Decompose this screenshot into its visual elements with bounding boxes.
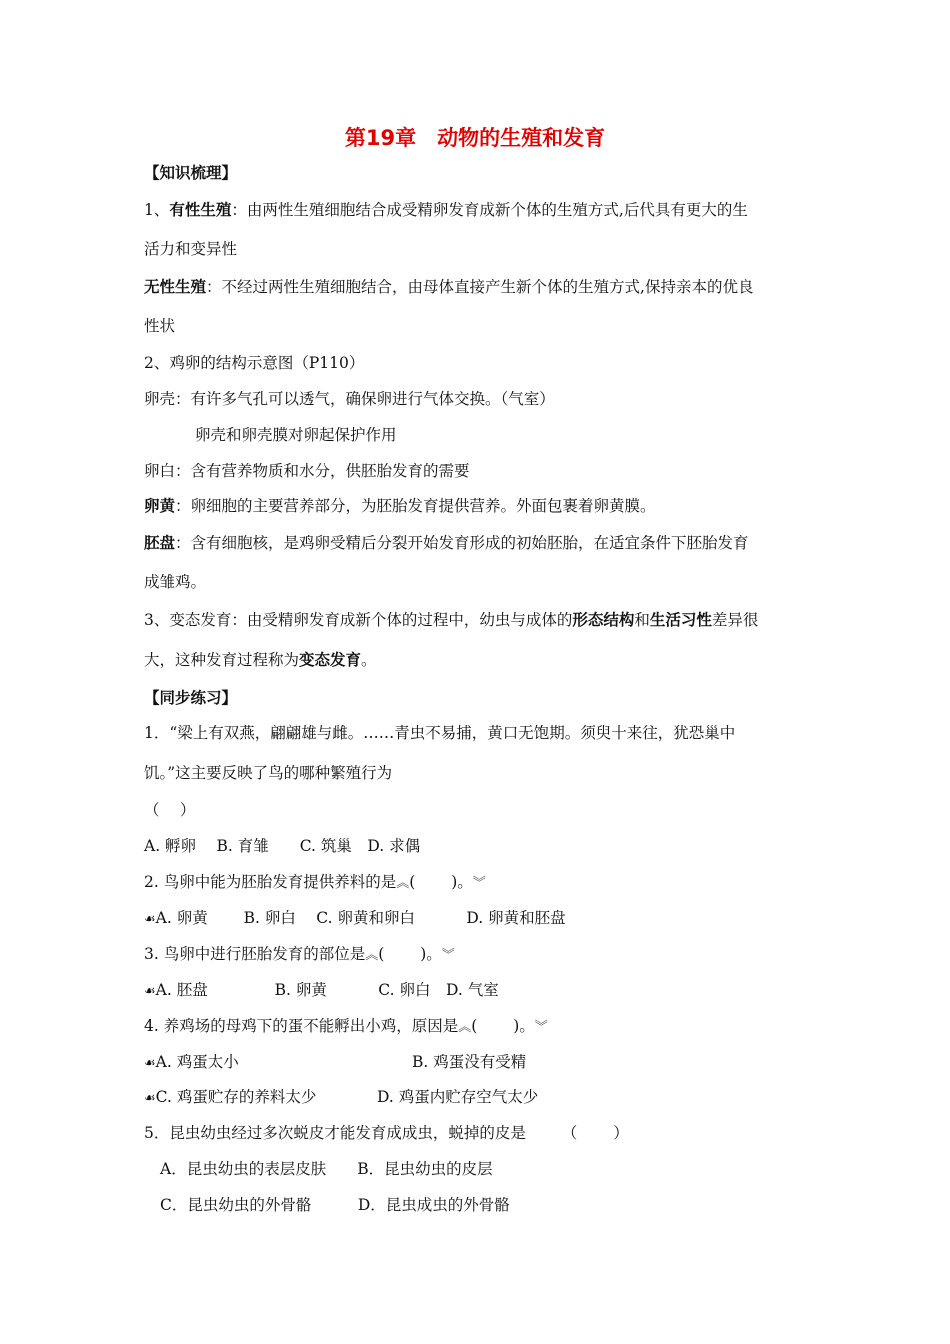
- germinal-disc-term: 胚盘: [144, 534, 176, 552]
- question-1-options: A. 孵卵 B. 育雏 C. 筑巢 D. 求偶: [144, 837, 421, 855]
- item-number: 1、: [144, 201, 170, 219]
- egg-structure-line: 2、鸡卵的结构示意图（P110）: [144, 354, 365, 372]
- question-2-options-text: A. 卵黄 B. 卵白 C. 卵黄和卵白 D. 卵黄和胚盘: [155, 909, 566, 927]
- metamorphosis-and: 和: [634, 611, 650, 629]
- metamorphosis-term-form: 形态结构: [572, 611, 635, 629]
- option-a-text: A. 鸡蛋太小: [155, 1053, 239, 1071]
- question-2-options: [144, 908, 566, 930]
- egg-white-text: 含有营养物质和水分，供胚胎发育的需要: [190, 462, 470, 480]
- question-5-stem: 5．昆虫幼虫经过多次蜕皮才能发育成成虫，蜕掉的皮是 （ ）: [144, 1124, 629, 1142]
- mark-icon: ☙: [144, 984, 156, 999]
- asexual-reproduction-term: 无性生殖: [144, 278, 207, 296]
- question-4-option-a: [144, 1052, 239, 1074]
- question-4-option-d: D. 鸡蛋内贮存空气太少: [377, 1088, 539, 1106]
- metamorphosis-line1: [144, 610, 758, 630]
- asexual-reproduction-line2: 性状: [144, 317, 176, 335]
- metamorphosis-term: 变态发育: [299, 651, 362, 669]
- option-c-text: C. 鸡蛋贮存的养料太少: [155, 1088, 317, 1106]
- question-4-stem: [144, 1016, 548, 1038]
- question-2-blank: ( )。: [409, 873, 473, 891]
- sexual-reproduction-line2: 活力和变异性: [144, 240, 238, 258]
- sexual-reproduction-term: 有性生殖: [169, 201, 232, 219]
- practice-heading: 【同步练习】: [144, 689, 238, 707]
- question-2-text: 2. 鸟卵中能为胚胎发育提供养料的是: [144, 873, 397, 891]
- eggshell-label: 卵壳：: [144, 390, 191, 408]
- metamorphosis-term-habit: 生活习性: [649, 611, 712, 629]
- germinal-disc-text: ：含有细胞核，是鸡卵受精后分裂开始发育形成的初始胚胎，在适宜条件下胚胎发育: [175, 534, 749, 552]
- knowledge-heading: 【知识梳理】: [144, 164, 238, 182]
- question-1-line1: 1．“梁上有双燕，翩翩雄与雌。……青虫不易捕，黄口无饱期。须臾十来往，犹恐巢中: [144, 724, 736, 742]
- question-2-stem: [144, 872, 486, 894]
- yolk-term: 卵黄: [144, 497, 176, 515]
- chevron-up-icon: ︽: [365, 948, 379, 963]
- question-3-options-text: A. 胚盘 B. 卵黄 C. 卵白 D. 气室: [155, 981, 499, 999]
- metamorphosis-period: 。: [361, 651, 377, 669]
- chevron-up-icon: ︽: [396, 876, 410, 891]
- metamorphosis-text-end: 差异很: [711, 611, 759, 629]
- metamorphosis-line2: [144, 650, 377, 670]
- chevron-up-icon: ︽: [458, 1020, 472, 1035]
- yolk-line: [144, 496, 656, 516]
- question-3-stem: [144, 944, 455, 966]
- sexual-reproduction-line1: [144, 200, 748, 220]
- metamorphosis-text2: 大，这种发育过程称为: [144, 651, 300, 669]
- germinal-disc-line1: [144, 533, 749, 553]
- asexual-reproduction-line1: [144, 277, 753, 297]
- germinal-disc-line2: 成雏鸡。: [144, 573, 207, 591]
- yolk-text: ：卵细胞的主要营养部分，为胚胎发育提供营养。外面包裹着卵黄膜。: [175, 497, 656, 515]
- eggshell-text: 有许多气孔可以透气，确保卵进行气体交换。（气室）: [190, 390, 555, 408]
- question-1-blank: （ ）: [144, 801, 196, 819]
- eggshell-line: [144, 389, 555, 409]
- question-3-text: 3. 鸟卵中进行胚胎发育的部位是: [144, 945, 366, 963]
- chevron-down-icon: ︾: [534, 1020, 548, 1035]
- question-4-option-c: [144, 1087, 316, 1109]
- question-4-option-b: B. 鸡蛋没有受精: [412, 1053, 527, 1071]
- page-title: 第19章 动物的生殖和发育: [344, 126, 606, 150]
- chevron-down-icon: ︾: [441, 948, 455, 963]
- question-5-options-1: A．昆虫幼虫的表层皮肤 B．昆虫幼虫的皮层: [160, 1160, 493, 1178]
- mark-icon: ☙: [144, 1056, 156, 1071]
- question-1-line2: 饥。”这主要反映了鸟的哪种繁殖行为: [144, 764, 393, 782]
- question-3-options: [144, 980, 499, 1002]
- sexual-reproduction-text: ：由两性生殖细胞结合成受精卵发育成新个体的生殖方式,后代具有更大的生: [231, 201, 748, 219]
- shell-membrane-line: 卵壳和卵壳膜对卵起保护作用: [195, 426, 397, 444]
- question-5-options-2: C．昆虫幼虫的外骨骼 D．昆虫成虫的外骨骼: [160, 1196, 510, 1214]
- mark-icon: ☙: [144, 1091, 156, 1106]
- question-4-blank: ( )。: [471, 1017, 535, 1035]
- asexual-reproduction-text: ：不经过两性生殖细胞结合，由母体直接产生新个体的生殖方式,保持亲本的优良: [206, 278, 754, 296]
- mark-icon: ☙: [144, 912, 156, 927]
- question-4-text: 4. 养鸡场的母鸡下的蛋不能孵出小鸡，原因是: [144, 1017, 459, 1035]
- metamorphosis-text: 3、变态发育：由受精卵发育成新个体的过程中，幼虫与成体的: [144, 611, 573, 629]
- chevron-down-icon: ︾: [472, 876, 486, 891]
- egg-white-line: [144, 461, 470, 481]
- egg-white-label: 卵白：: [144, 462, 191, 480]
- question-3-blank: ( )。: [378, 945, 442, 963]
